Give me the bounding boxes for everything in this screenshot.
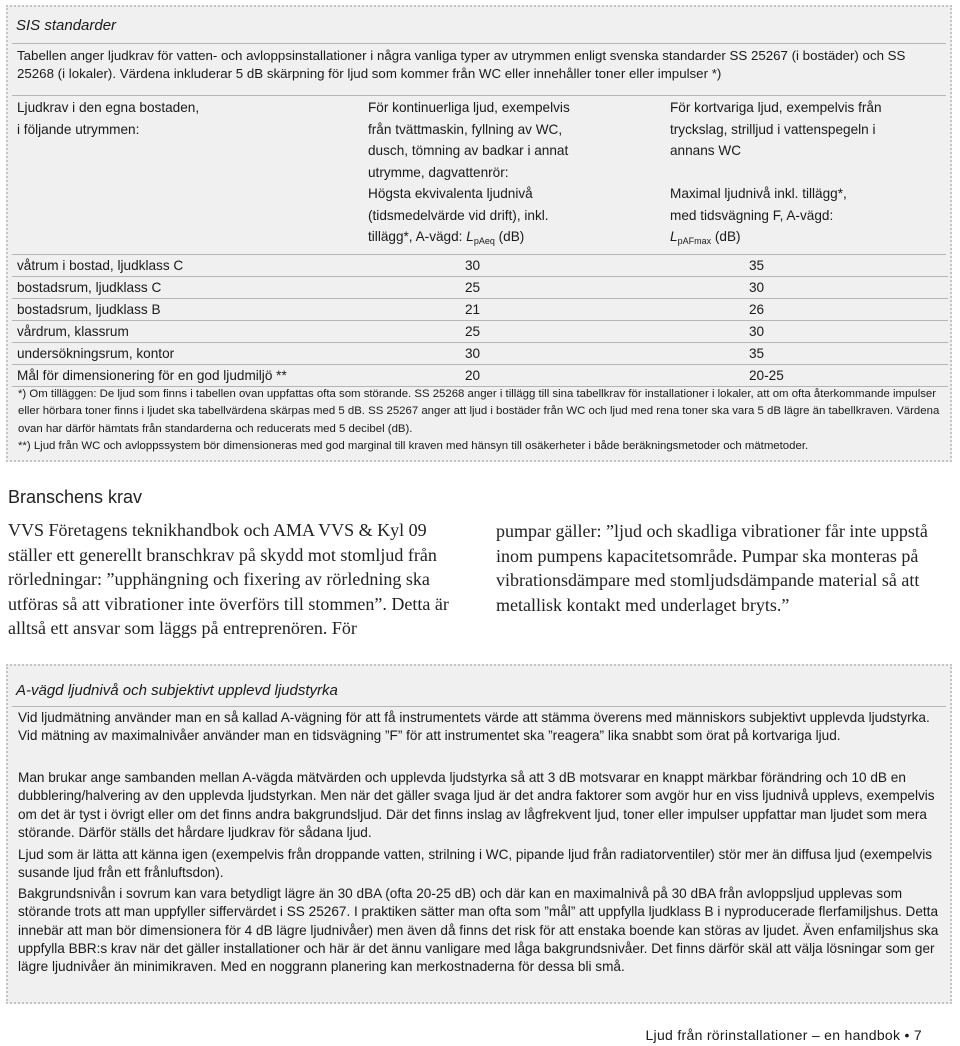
divider — [12, 95, 946, 96]
table-cell-label: undersökningsrum, kontor — [12, 343, 465, 365]
table-cell-label: vårdrum, klassrum — [12, 321, 465, 343]
branch-text-right: pumpar gäller: ”ljud och skadliga vibrationer får inte uppstå inom pumpens kapacitetsområde. Pumpar ska monteras på vibrationsdämpare med stomljudsdämpande material så att metallisk kontakt med underlaget bryts.” — [496, 521, 928, 615]
table-cell-label: Mål för dimensionering för en god ljudmiljö ** — [12, 365, 465, 387]
table-cell-label: bostadsrum, ljudklass B — [12, 299, 465, 321]
table-row — [12, 365, 948, 387]
footnote-2: **) Ljud från WC och avloppssystem bör dimensioneras med god marginal till kraven med hänsyn till osäkerheter i både beräkningsmetoder och mätmetoder. — [18, 440, 809, 453]
page-footer — [645, 1027, 922, 1043]
table-row — [12, 321, 948, 343]
table-cell-v2: 35 — [749, 255, 948, 277]
paragraph: Ljud som är lätta att känna igen (exempelvis från droppande vatten, strilning i WC, pipande ljud från radiatorventiler) stör mer än diffusa ljud (exempelvis susande ljud från ett frånluftsdon). — [18, 847, 933, 881]
table-cell-v2: 35 — [749, 343, 948, 365]
table-row — [12, 277, 948, 299]
sis-intro: Tabellen anger ljudkrav för vatten- och avloppsinstallationer i några vanliga typer av utrymmen enligt svenska standarder SS 25267 (i bostäder) och SS 25268 (i lokaler). Värdena inkluderar 5 dB skärpning för ljud som kommer från WC eller innehåller toner eller impulser *) — [17, 48, 906, 81]
footnotes — [18, 386, 948, 456]
paragraph: Vid ljudmätning använder man en så kallad A-vägning för att få instrumentets värde att stämma överens med människors subjektivt upplevda ljudstyrka. Vid mätning av maximalnivåer använder man en tidsvägning ”F” för att instrumentet ska ”reagera” lika snabbt som örat på kortvariga ljud. — [18, 710, 930, 744]
table-cell-v1: 25 — [465, 321, 749, 343]
table-cell-v1: 20 — [465, 365, 749, 387]
footer-bullet: • — [904, 1027, 910, 1043]
column-header-short: För kortvariga ljud, exempelvis från tryckslag, strilljud i vattenspegeln i annans WC Maximal ljudnivå inkl. tillägg*, med tidsvägning F, A-vägd: $L_{pAFmax}$ (dB) — [670, 100, 882, 246]
paragraph: Bakgrundsnivån i sovrum kan vara betydligt lägre än 30 dBA (ofta 20-25 dB) och där kan en maximalnivå på 30 dBA från avloppsljud upplevas som störande trots att man uppfyller siffervärdet i SS 25267. I praktiken sätter man ofta som ”mål” att uppfylla ljudklass B i nyproducerade flerfamiljshus. Detta innebär att man bör dimensionera för 4 dB lägre ljudnivåer) men även då finns det risk för att enstaka boende kan störas av ljudet. Även enfamiljshus ska uppfylla BBR:s krav när det gäller installationer och här är det ännu vanligare med låga bakgrundsnivåer. Det finns därför skäl att välja lösningar som ger lägre ljudnivåer än minimikraven. Med en noggrann planering kan merkostnaderna för dessa bli små. — [18, 886, 939, 975]
column-header-rooms: Ljudkrav i den egna bostaden, i följande utrymmen: — [17, 100, 200, 137]
branch-heading: Branschens krav — [8, 487, 143, 507]
requirements-table — [12, 255, 948, 387]
divider — [12, 706, 946, 707]
page-number: 7 — [913, 1027, 922, 1043]
footer-text: Ljud från rörinstallationer – en handbok — [645, 1027, 901, 1043]
table-cell-label: våtrum i bostad, ljudklass C — [12, 255, 465, 277]
table-cell-label: bostadsrum, ljudklass C — [12, 277, 465, 299]
sis-title: SIS standarder — [16, 17, 117, 34]
footnote-1: *) Om tilläggen: De ljud som finns i tabellen ovan uppfattas ofta som störande. SS 25268 anger i tillägg till sina tabellkrav för installationer i lokaler, att om ofta återkommande impulser eller hörbara toner finns i ljudet ska tabellvärdena skärpas med 5 dB. SS 25267 anger att ljud i bostäder från WC och ljud med rena toner ska vara 5 dB lägre än tabellkraven. Värdena ovan har därför hämtats från standarderna och reducerats med 5 decibel (dB). — [18, 388, 940, 435]
paragraph: Man brukar ange sambanden mellan A-vägda mätvärden och upplevda ljudstyrka så att 3 dB motsvarar en knappt märkbar förändring och 10 dB en dubblering/halvering av den upplevda ljudstyrkan. Men när det gäller svaga ljud är det andra faktorer som avgör hur en viss ljudnivå upplevs, exempelvis om det är tyst i övrigt eller om det finns andra bakgrundsljud. Där det finns inslag av lågfrekvent ljud, toner eller impulser uppfattar man ljudet som mera störande. Därför ställs det hårdare ljudkrav för sådana ljud. — [18, 770, 935, 840]
table-cell-v1: 25 — [465, 277, 749, 299]
table-row — [12, 255, 948, 277]
table-cell-v1: 30 — [465, 343, 749, 365]
a-weighting-box — [6, 664, 952, 1004]
table-cell-v2: 30 — [749, 277, 948, 299]
a-weighting-title: A-vägd ljudnivå och subjektivt upplevd ljudstyrka — [16, 682, 338, 699]
column-header-continuous: För kontinuerliga ljud, exempelvis från tvättmaskin, fyllning av WC, dusch, tömning av badkar i annat utrymme, dagvattenrör: Högsta ekvivalenta ljudnivå (tidsmedelvärde vid drift), inkl. tillägg*, A-vägd: $L_{pAeq}$ (dB) — [368, 100, 570, 246]
table-cell-v1: 21 — [465, 299, 749, 321]
table-row — [12, 299, 948, 321]
table-cell-v2: 26 — [749, 299, 948, 321]
table-cell-v2: 30 — [749, 321, 948, 343]
table-cell-v2: 20-25 — [749, 365, 948, 387]
branch-text-left: VVS Företagens teknikhandbok och AMA VVS & Kyl 09 ställer ett generellt branschkrav på skydd mot stomljud från rörledningar: ”upphängning och fixering av rörledning ska utföras så att vibrationer inte överförs till stommen”. Detta är alltså ett ansvar som läggs på entreprenören. För — [8, 520, 449, 639]
table-cell-v1: 30 — [465, 255, 749, 277]
divider — [12, 43, 946, 44]
table-row — [12, 343, 948, 365]
sis-standards-box — [6, 5, 952, 462]
